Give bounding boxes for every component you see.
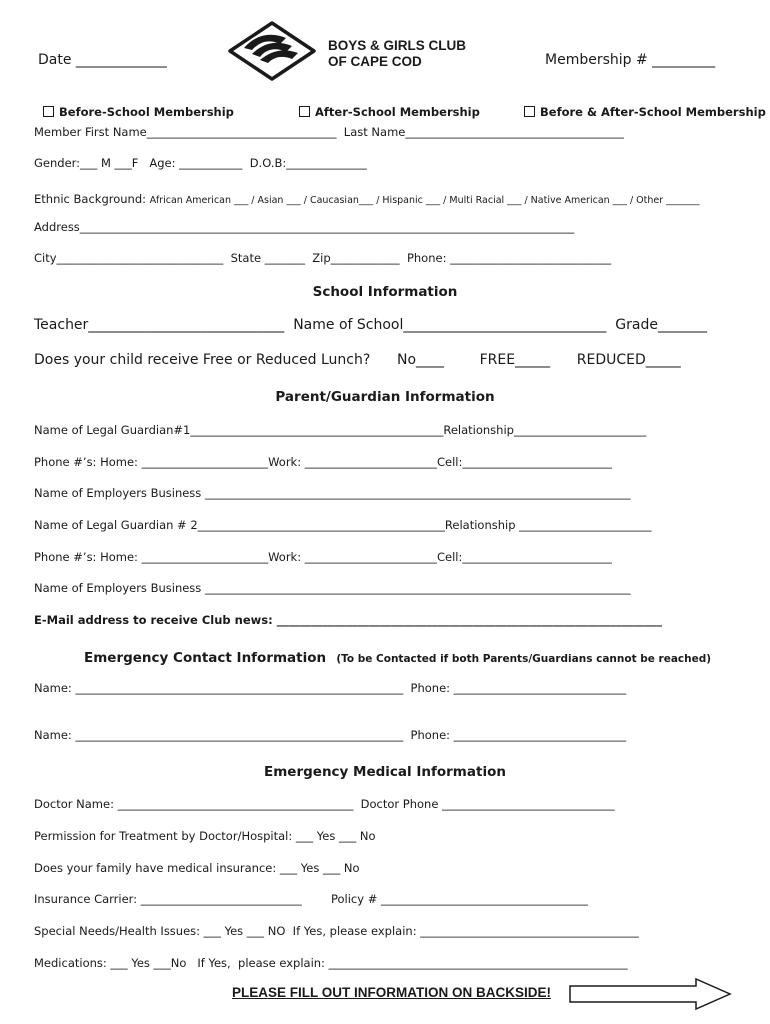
emergency-contact-heading — [84, 647, 711, 666]
guardian2-employer-field[interactable]: Name of Employers Business __________________________________________________________________________ — [34, 581, 631, 595]
ethnic-label: Ethnic Background: — [34, 192, 150, 206]
email-field[interactable]: E-Mail address to receive Club news: ___________________________________________________________________ — [34, 613, 662, 627]
lunch-field[interactable]: Does your child receive Free or Reduced Lunch? No____ FREE_____ REDUCED_____ — [34, 352, 681, 368]
emergency-contact-1-field[interactable]: Name: _________________________________________________________ Phone: ______________________________ — [34, 681, 627, 695]
option-label: After-School Membership — [315, 105, 480, 119]
emergency-contact-2-field[interactable]: Name: _________________________________________________________ Phone: ______________________________ — [34, 728, 627, 742]
ethnic-background-field[interactable] — [34, 188, 699, 207]
teacher-school-grade-field[interactable]: Teacher____________________________ Name of School_____________________________ Grade_______ — [34, 317, 707, 333]
guardian2-phone-field[interactable]: Phone #’s: Home: ______________________Work: _______________________Cell:__________________________ — [34, 550, 612, 564]
medical-section-title: Emergency Medical Information — [264, 764, 506, 780]
ethnic-options[interactable]: African American ___ / Asian ___ / Caucasian___ / Hispanic ___ / Multi Racial ___ / Native American ___ / Other _______ — [149, 195, 700, 206]
option-before-school[interactable] — [35, 91, 234, 119]
option-label: Before-School Membership — [59, 105, 234, 119]
gender-age-dob-field[interactable]: Gender:___ M ___F Age: ___________ D.O.B:______________ — [34, 156, 367, 170]
club-name-line1: BOYS & GIRLS CLUB — [328, 38, 467, 53]
carrier-policy-field[interactable]: Insurance Carrier: ____________________________ Policy # ____________________________________ — [34, 892, 589, 906]
school-section-title: School Information — [312, 284, 458, 300]
guardian1-phone-field[interactable]: Phone #’s: Home: ______________________Work: _______________________Cell:__________________________ — [34, 455, 612, 469]
checkbox-icon[interactable] — [524, 106, 535, 117]
checkbox-icon[interactable] — [43, 106, 54, 117]
guardian1-field[interactable]: Name of Legal Guardian#1____________________________________________Relationship_______________________ — [34, 423, 647, 437]
emergency-contact-title: Emergency Contact Information — [84, 650, 327, 666]
special-needs-field[interactable]: Special Needs/Health Issues: ___ Yes ___ NO If Yes, please explain: ______________________________________ — [34, 924, 639, 938]
parent-section-title: Parent/Guardian Information — [275, 389, 495, 405]
doctor-field[interactable]: Doctor Name: _________________________________________ Doctor Phone ______________________________ — [34, 797, 615, 811]
club-name-line2: OF CAPE COD — [328, 54, 422, 69]
arrow-right-icon — [568, 977, 734, 1011]
backside-notice: PLEASE FILL OUT INFORMATION ON BACKSIDE! — [232, 985, 551, 1000]
option-after-school[interactable] — [291, 91, 480, 119]
date-field[interactable]: Date _____________ — [38, 52, 167, 68]
member-name-field[interactable]: Member First Name_________________________________ Last Name______________________________________ — [34, 125, 624, 139]
option-label: Before & After-School Membership — [540, 105, 766, 119]
guardian2-field[interactable]: Name of Legal Guardian # 2___________________________________________Relationship _______________________ — [34, 518, 652, 532]
permission-field[interactable]: Permission for Treatment by Doctor/Hospital: ___ Yes ___ No — [34, 829, 376, 843]
address-field[interactable]: Address______________________________________________________________________________________ — [34, 220, 575, 234]
medications-field[interactable]: Medications: ___ Yes ___No If Yes, please explain: ____________________________________________________ — [34, 956, 628, 970]
checkbox-icon[interactable] — [299, 106, 310, 117]
club-name — [328, 38, 466, 70]
membership-number-field[interactable]: Membership # _________ — [545, 52, 716, 68]
city-state-zip-phone-field[interactable]: City_____________________________ State _______ Zip____________ Phone: ____________________________ — [34, 251, 612, 265]
option-before-after-school[interactable] — [516, 91, 766, 119]
club-logo — [222, 20, 322, 82]
guardian1-employer-field[interactable]: Name of Employers Business __________________________________________________________________________ — [34, 486, 631, 500]
insurance-field[interactable]: Does your family have medical insurance: ___ Yes ___ No — [34, 861, 360, 875]
emergency-contact-note: (To be Contacted if both Parents/Guardians cannot be reached) — [336, 653, 712, 665]
